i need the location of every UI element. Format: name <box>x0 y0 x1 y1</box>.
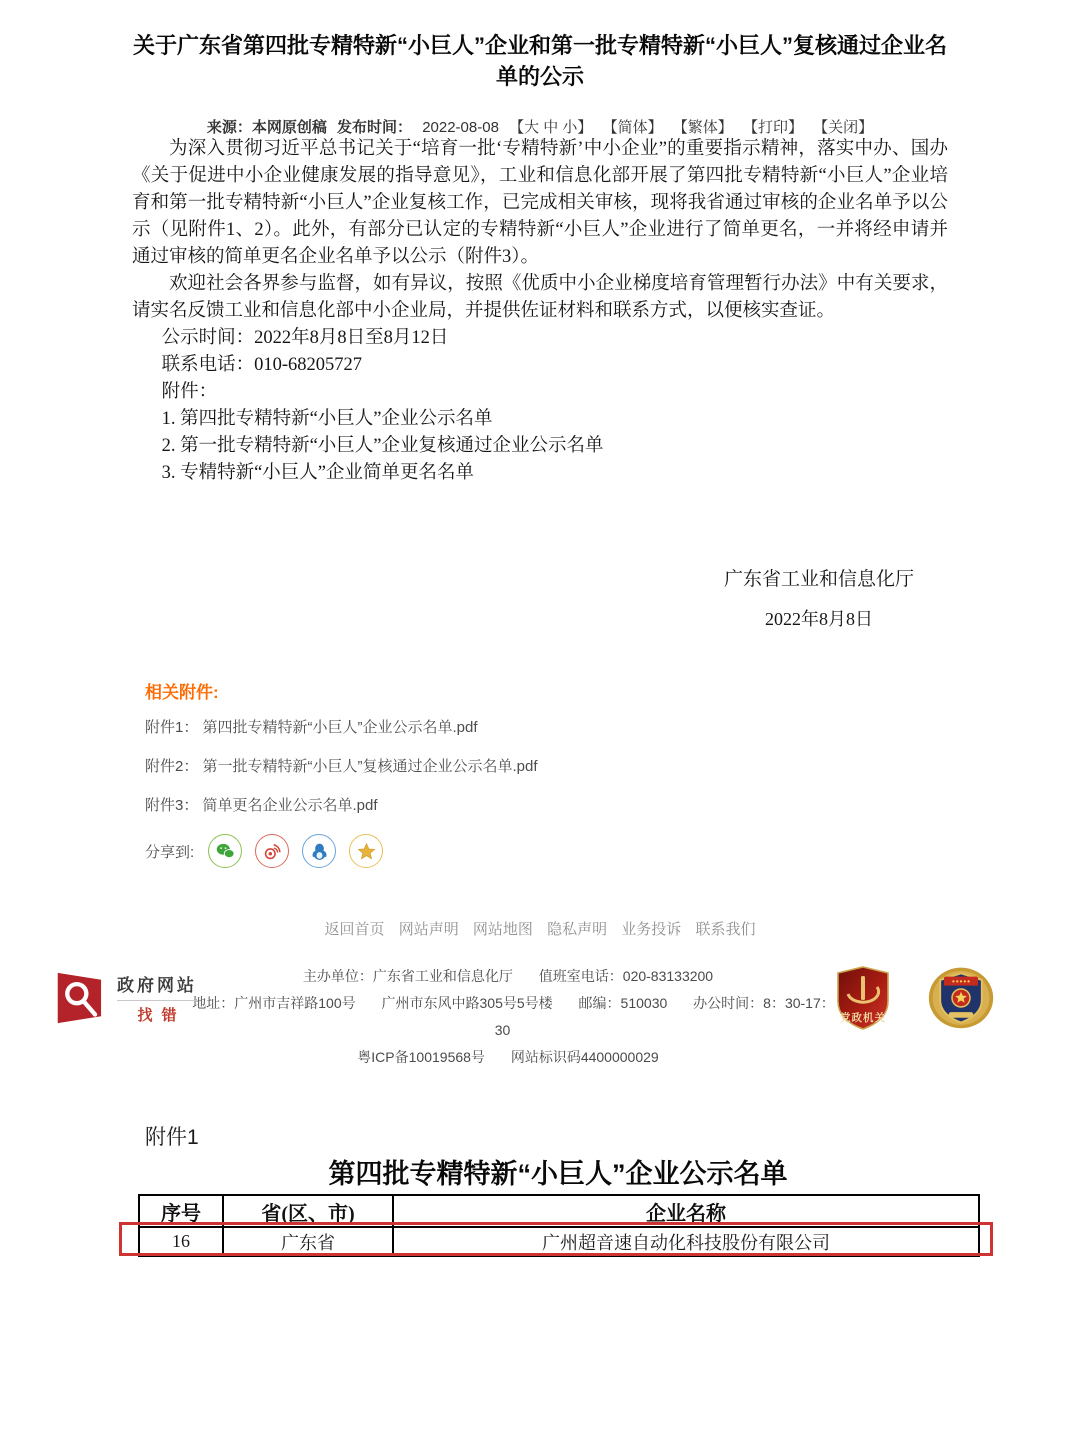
issuing-authority: 广东省工业和信息化厅 <box>723 569 914 590</box>
find-error-label: 找错 <box>117 1000 197 1025</box>
article-meta-bar <box>0 116 1080 136</box>
attachment-item: 1. 第四批专精特新“小巨人”企业公示名单 <box>161 409 493 429</box>
close-button[interactable]: 【关闭】 <box>813 119 874 136</box>
issue-date: 2022年8月8日 <box>764 609 873 629</box>
row-number-cell: 16 <box>139 1227 223 1256</box>
table-row <box>139 1227 979 1256</box>
attachments-label: 附件： <box>161 382 218 402</box>
page-title: 关于广东省第四批专精特新“小巨人”企业和第一批专精特新“小巨人”复核通过企业名单的公示 <box>132 33 947 89</box>
simplified-button[interactable]: 【简体】 <box>602 119 663 136</box>
publish-time-label: 发布时间： <box>337 119 413 136</box>
attachment-item: 3. 专精特新“小巨人”企业简单更名名单 <box>161 463 475 483</box>
attachment-file-row <box>145 752 1080 781</box>
share-label: 分享到: <box>145 843 195 861</box>
attachment-file-link[interactable]: 第四批专精特新“小巨人”企业公示名单.pdf <box>202 719 478 736</box>
province-cell: 广东省 <box>223 1227 393 1256</box>
file-label: 附件2： <box>145 758 199 775</box>
related-attachments-heading: 相关附件: <box>145 683 219 702</box>
police-emblem-badge[interactable] <box>926 963 996 1036</box>
publish-date: 2022-08-08 <box>422 119 499 136</box>
nav-sitemap-link[interactable]: 网站地图 <box>472 921 533 938</box>
paragraph: 欢迎社会各界参与监督，如有异议，按照《优质中小企业梯度培育管理暂行办法》中有关要求，请实名反馈工业和信息化部中小企业局，并提供佐证材料和联系方式，以便核实查证。 <box>132 274 948 321</box>
table-header-row <box>139 1195 979 1227</box>
duty-phone-info: 值班室电话：020-83133200 <box>538 968 714 984</box>
annex-table-title: 第四批专精特新“小巨人”企业公示名单 <box>328 1159 788 1189</box>
attachment-file-link[interactable]: 简单更名企业公示名单.pdf <box>202 797 378 814</box>
weibo-icon[interactable] <box>255 834 289 868</box>
font-size-control[interactable]: 【大 中 小】 <box>509 119 593 136</box>
footer <box>0 963 1080 1083</box>
column-header-province: 省(区、市) <box>223 1195 393 1227</box>
footer-nav <box>0 918 1080 939</box>
column-header-company: 企业名称 <box>393 1195 979 1227</box>
attachment-file-link[interactable]: 第一批专精特新“小巨人”复核通过企业公示名单.pdf <box>202 758 538 775</box>
contact-phone: 联系电话：010-68205727 <box>161 355 363 375</box>
party-badge-label: 党政机关 <box>840 1012 886 1024</box>
address-info: 地址：广州市吉祥路100号 <box>192 995 356 1011</box>
annex-section <box>0 1125 1080 1257</box>
qq-icon[interactable] <box>302 834 336 868</box>
annex-label: 附件1 <box>145 1126 199 1149</box>
magnifier-icon <box>56 969 108 1027</box>
notice-time: 公示时间：2022年8月8日至8月12日 <box>161 328 449 348</box>
paragraph: 为深入贯彻习近平总书记关于“培育一批‘专精特新’中小企业”的重要指示精神，落实中办、国办《关于促进中小企业健康发展的指导意见》，工业和信息化部开展了第四批专精特新“小巨人”企业培育和第一批专精特新“小巨人”企业复核工作，已完成相关审核，现将我省通过审核的企业名单予以公示（见附件1、2）。此外，有部分已认定的专精特新“小巨人”企业进行了简单更名，一并将经申请并通过审核的简单更名企业名单予以公示（附件3）。 <box>132 139 948 267</box>
annex-table <box>138 1194 980 1257</box>
nav-privacy-link[interactable]: 隐私声明 <box>547 921 608 938</box>
company-name-cell: 广州超音速自动化科技股份有限公司 <box>393 1227 979 1256</box>
gov-site-label: 政府网站 <box>117 976 197 995</box>
postcode-info: 邮编：510030 <box>578 995 668 1011</box>
attachment-file-row <box>145 713 1080 742</box>
share-bar <box>145 834 1080 868</box>
site-error-report-badge[interactable] <box>56 969 197 1027</box>
print-button[interactable]: 【打印】 <box>742 119 803 136</box>
column-header-no: 序号 <box>139 1195 223 1227</box>
nav-contact-link[interactable]: 联系我们 <box>695 921 756 938</box>
footer-info <box>168 963 848 1071</box>
organizer-info: 主办单位：广东省工业和信息化厅 <box>302 968 513 984</box>
traditional-button[interactable]: 【繁体】 <box>672 119 733 136</box>
annex-table-wrap <box>138 1194 978 1257</box>
article-body <box>132 136 948 633</box>
wechat-icon[interactable] <box>208 834 242 868</box>
source-label: 来源：本网原创稿 <box>206 119 327 136</box>
nav-home-link[interactable]: 返回首页 <box>324 921 385 938</box>
site-id-info: 网站标识码4400000029 <box>510 1049 659 1065</box>
address2-info: 广州市东风中路305号5号楼 <box>381 995 553 1011</box>
file-label: 附件3： <box>145 797 199 814</box>
file-label: 附件1： <box>145 719 199 736</box>
office-hours-info: 办公时间：8：30-17：30 <box>494 995 835 1038</box>
related-attachments <box>145 683 1080 868</box>
qzone-icon[interactable] <box>349 834 383 868</box>
party-government-badge[interactable] <box>832 965 894 1036</box>
attachment-file-row <box>145 791 1080 820</box>
icp-license-info: 粤ICP备10019568号 <box>357 1049 485 1065</box>
nav-site-statement-link[interactable]: 网站声明 <box>398 921 459 938</box>
signature-block <box>132 566 948 633</box>
nav-complaint-link[interactable]: 业务投诉 <box>621 921 682 938</box>
attachment-item: 2. 第一批专精特新“小巨人”企业复核通过企业公示名单 <box>161 436 604 456</box>
